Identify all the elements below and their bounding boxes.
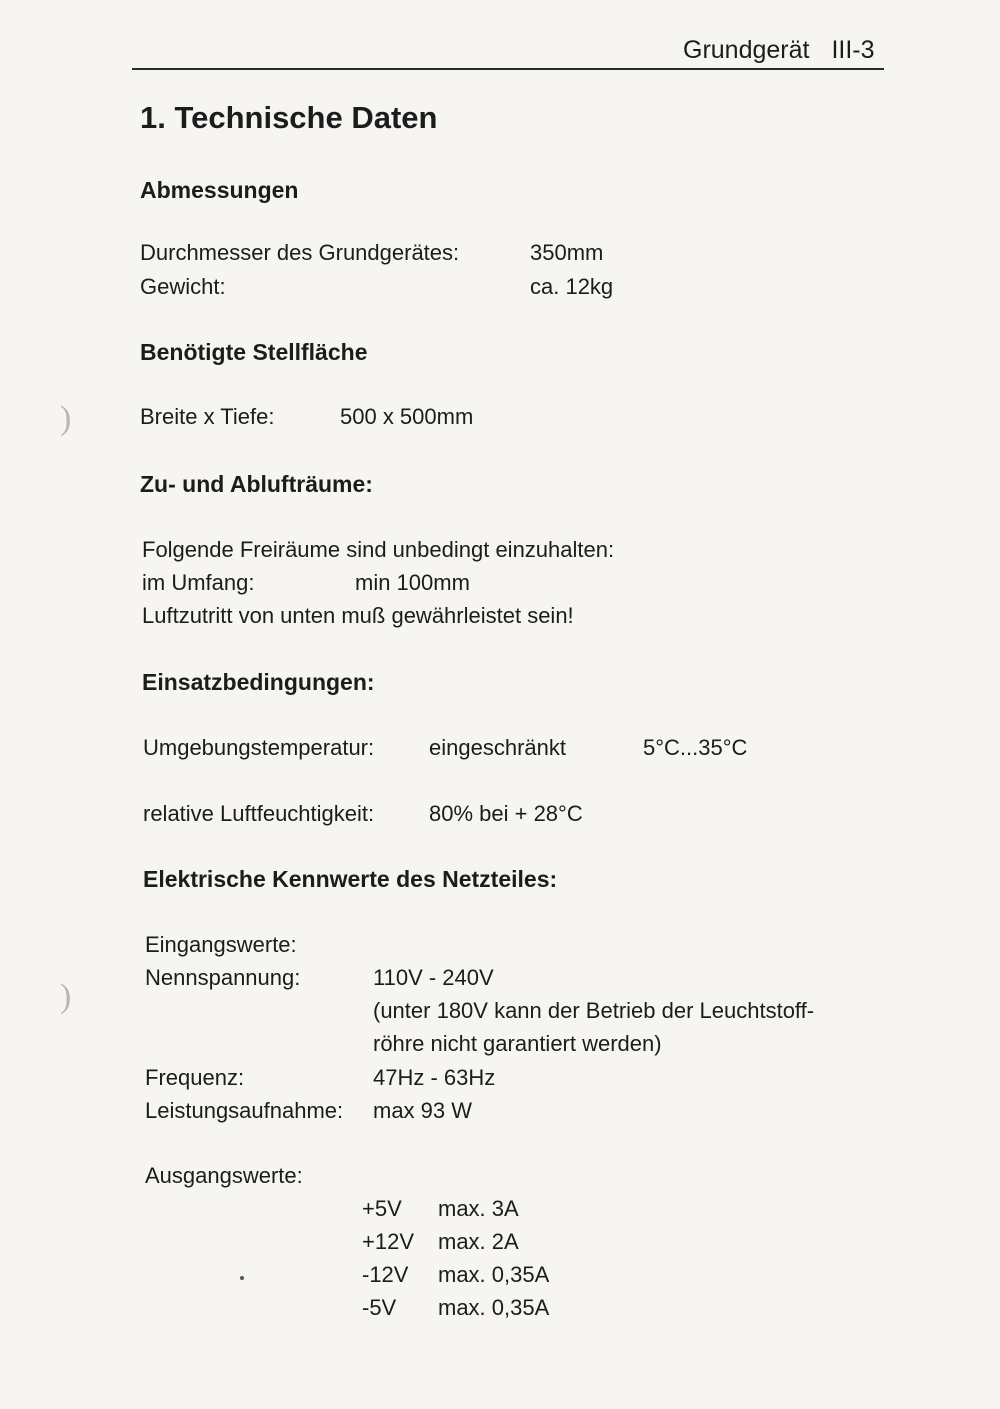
humidity-value: 80% bei + 28°C xyxy=(429,801,583,826)
temperature-label: Umgebungstemperatur: xyxy=(143,735,375,760)
power-value: max 93 W xyxy=(373,1098,473,1123)
temperature-note: eingeschränkt xyxy=(429,735,566,760)
rated-voltage-note-line1: (unter 180V kann der Betrieb der Leuchtstoff- xyxy=(373,998,815,1023)
airflow-note: Luftzutritt von unten muß gewährleistet sein! xyxy=(142,603,574,628)
footprint-label: Breite x Tiefe: xyxy=(140,404,275,429)
weight-value: ca. 12kg xyxy=(530,274,614,299)
output-voltage: +12V xyxy=(362,1229,414,1254)
output-voltage: -5V xyxy=(362,1295,397,1320)
rated-voltage-note-line2: röhre nicht garantiert werden) xyxy=(373,1031,662,1056)
scan-speck xyxy=(240,1276,244,1280)
running-header xyxy=(683,36,875,65)
section-heading-luft: Zu- und Ablufträume: xyxy=(140,471,373,497)
frequency-value: 47Hz - 63Hz xyxy=(373,1065,496,1090)
section-heading-elektrisch: Elektrische Kennwerte des Netzteiles: xyxy=(143,866,558,892)
frequency-label: Frequenz: xyxy=(145,1065,245,1090)
output-current: max. 2A xyxy=(438,1229,519,1254)
temperature-value: 5°C...35°C xyxy=(643,735,748,760)
output-voltage: -12V xyxy=(362,1262,409,1287)
page-title: 1. Technische Daten xyxy=(140,100,438,135)
power-label: Leistungsaufnahme: xyxy=(145,1098,344,1123)
section-heading-einsatz: Einsatzbedingungen: xyxy=(142,669,375,695)
dimension-label: Durchmesser des Grundgerätes: xyxy=(140,240,460,265)
section-heading-stellflaeche: Benötigte Stellfläche xyxy=(140,339,368,365)
input-values-heading: Eingangswerte: xyxy=(145,932,297,957)
page-number: III-3 xyxy=(831,36,875,64)
dimension-value: 350mm xyxy=(530,240,604,265)
output-voltage: +5V xyxy=(362,1196,402,1221)
binder-hole-mark: ) xyxy=(60,400,72,437)
rated-voltage-label: Nennspannung: xyxy=(145,965,301,990)
output-values-heading: Ausgangswerte: xyxy=(145,1163,303,1188)
header-rule xyxy=(132,68,884,70)
clearance-label: im Umfang: xyxy=(142,570,255,595)
output-current: max. 0,35A xyxy=(438,1262,550,1287)
rated-voltage-value: 110V - 240V xyxy=(373,965,494,990)
binder-hole-mark: ) xyxy=(60,978,72,1015)
output-current: max. 0,35A xyxy=(438,1295,550,1320)
footprint-value: 500 x 500mm xyxy=(340,404,474,429)
weight-label: Gewicht: xyxy=(140,274,226,299)
clearance-value: min 100mm xyxy=(355,570,470,595)
clearance-instruction: Folgende Freiräume sind unbedingt einzuhalten: xyxy=(142,537,615,562)
humidity-label: relative Luftfeuchtigkeit: xyxy=(143,801,375,826)
header-title: Grundgerät xyxy=(683,36,810,64)
output-current: max. 3A xyxy=(438,1196,519,1221)
section-heading-abmessungen: Abmessungen xyxy=(140,177,299,203)
